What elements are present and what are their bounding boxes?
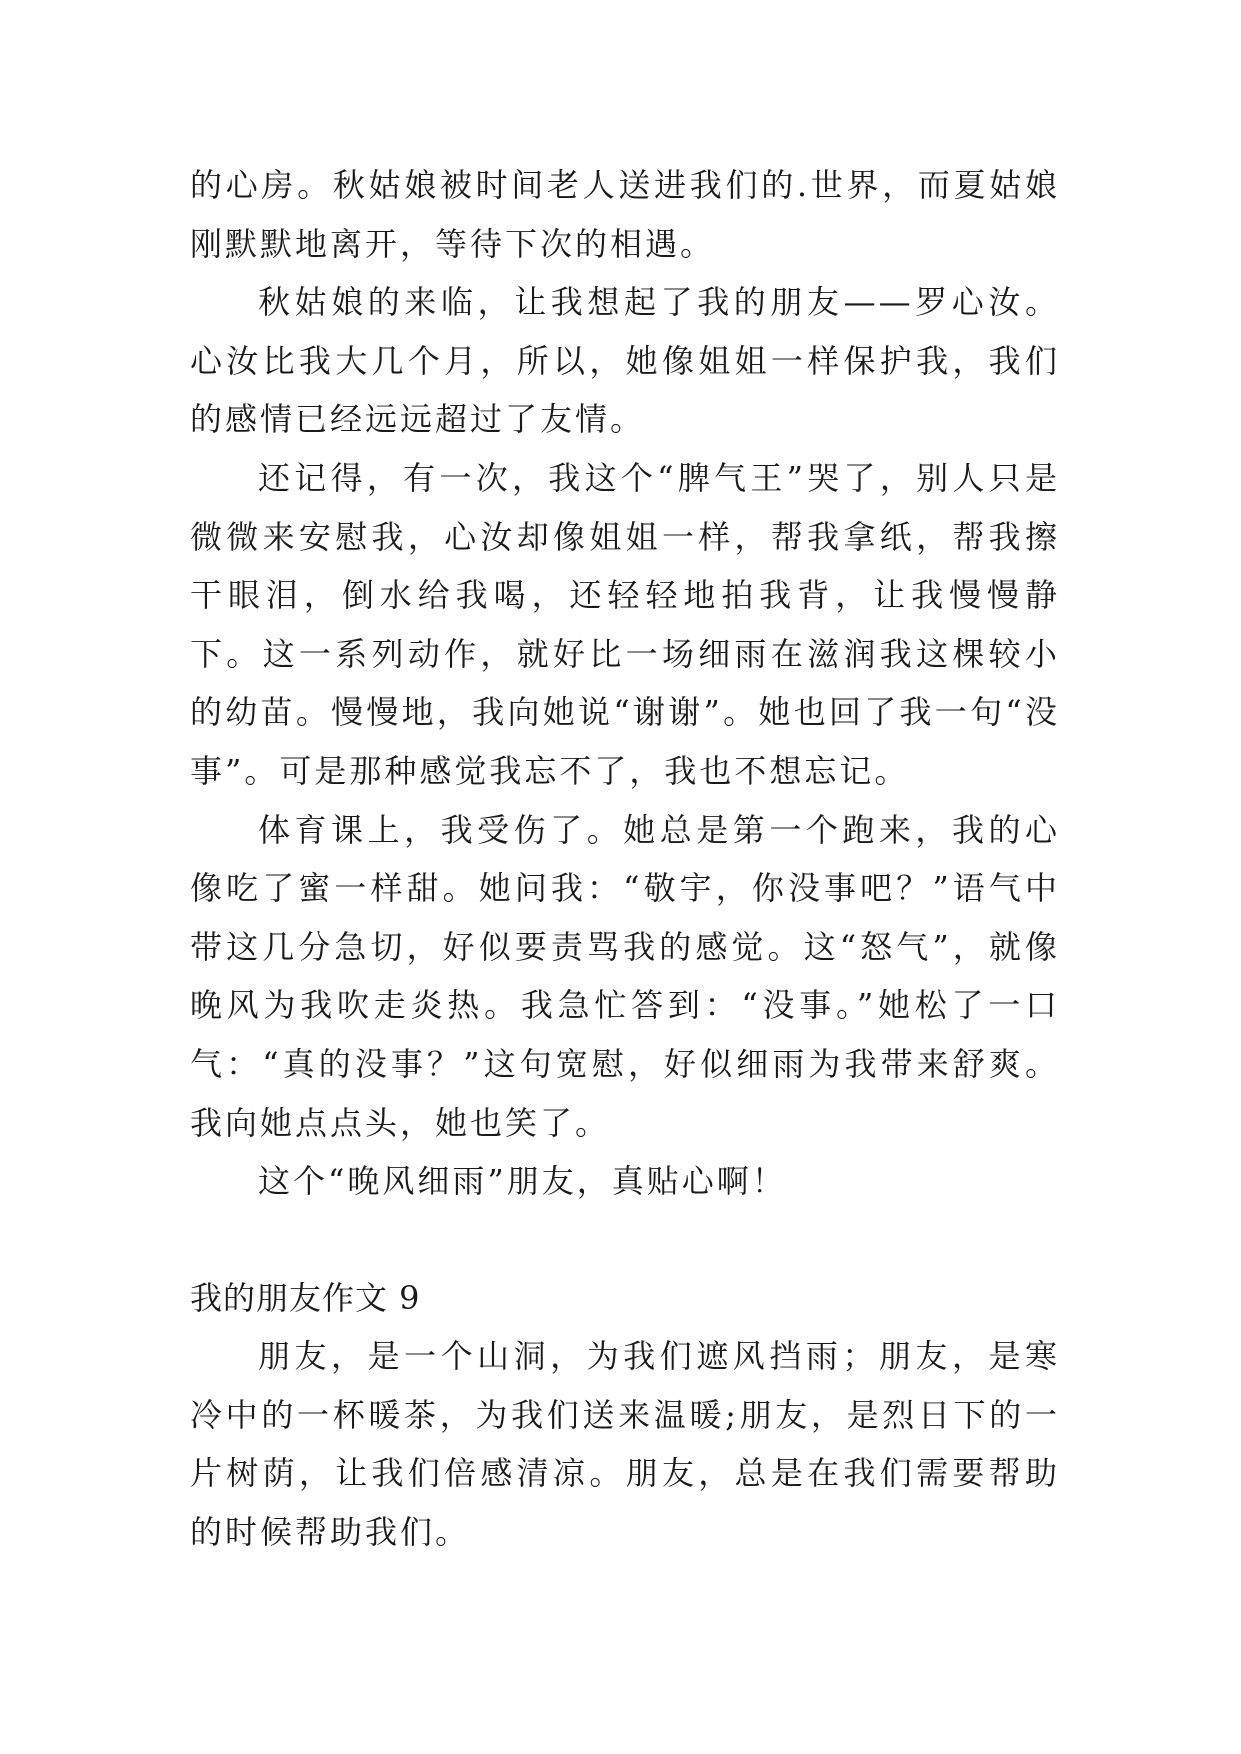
paragraph-1: 的心房。秋姑娘被时间老人送进我们的.世界，而夏姑娘刚默默地离开，等待下次的相遇。 [190, 166, 1060, 263]
section-heading: 我的朋友作文 9 [190, 1278, 421, 1317]
paragraph-3: 还记得，有一次，我这个“脾气王”哭了，别人只是微微来安慰我，心汝却像姐姐一样，帮我拿纸，帮我擦干眼泪，倒水给我喝，还轻轻地拍我背，让我慢慢静下。这一系列动作，就好比一场细雨在滋润我这棵较小的幼苗。慢慢地，我向她说“谢谢”。她也回了我一句“没事”。可是那种感觉我忘不了，我也不想忘记。 [190, 458, 1060, 790]
paragraph-4: 体育课上，我受伤了。她总是第一个跑来，我的心像吃了蜜一样甜。她问我：“敬宇，你没事吧？”语气中带这几分急切，好似要责骂我的感觉。这“怒气”，就像晚风为我吹走炎热。我急忙答到：“没事。”她松了一口气：“真的没事？”这句宽慰，好似细雨为我带来舒爽。我向她点点头，她也笑了。 [190, 810, 1060, 1142]
paragraph-2: 秋姑娘的来临，让我想起了我的朋友——罗心汝。心汝比我大几个月，所以，她像姐姐一样保护我，我们的感情已经远远超过了友情。 [190, 283, 1060, 439]
section-gap [190, 1211, 1060, 1269]
essay-body [190, 156, 1060, 1562]
paragraph-5: 这个“晚风细雨”朋友，真贴心啊！ [258, 1162, 787, 1201]
paragraph-6: 朋友，是一个山洞，为我们遮风挡雨；朋友，是寒冷中的一杯暖茶，为我们送来温暖;朋友，是烈日下的一片树荫，让我们倍感清凉。朋友，总是在我们需要帮助的时候帮助我们。 [190, 1337, 1060, 1552]
